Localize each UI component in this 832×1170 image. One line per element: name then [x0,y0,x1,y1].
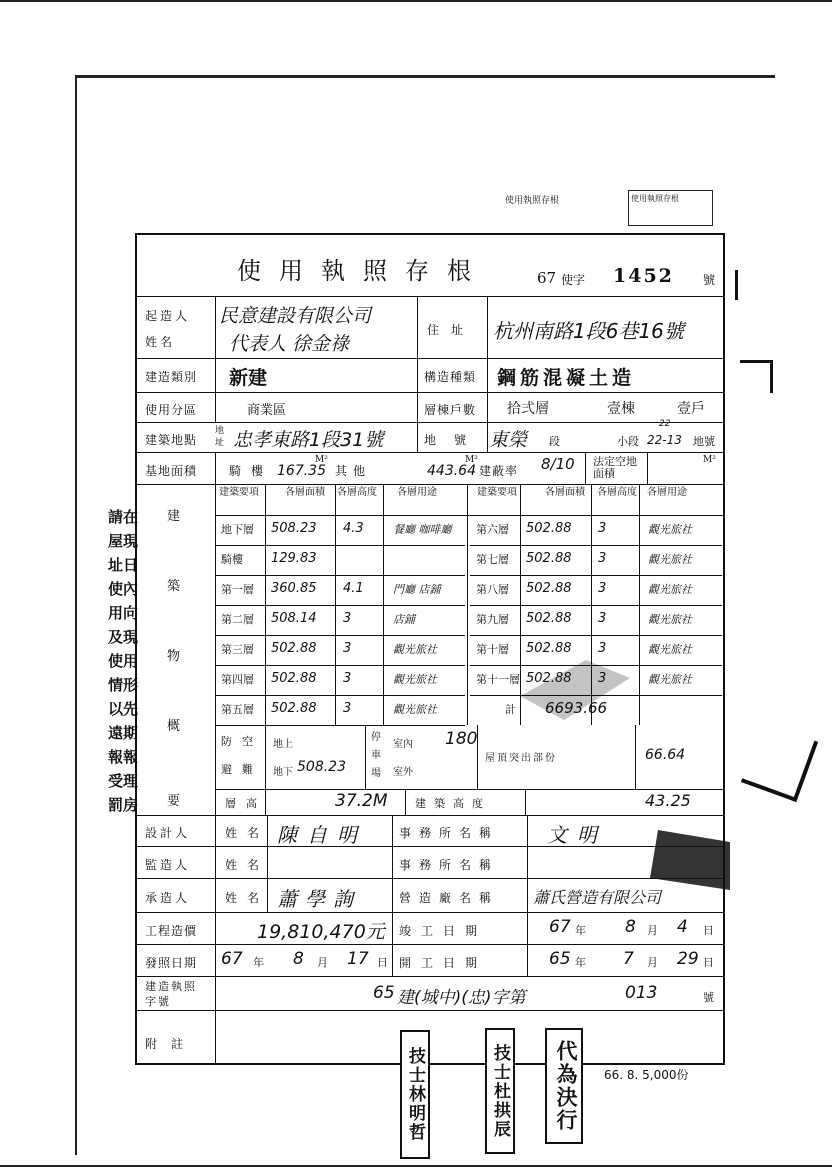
shelter-below-value: 508.23 [297,759,346,775]
builder-company: 民意建設有限公司 [219,305,372,327]
side-note [108,505,140,825]
designer-row [137,815,723,847]
right-floor-area: 502.88 [526,671,572,686]
license-suffix: 號 [703,273,716,287]
header-use-left: 各層用途 [397,487,437,498]
header-height-right: 各層高度 [597,487,637,498]
start-year: 65 [549,949,571,969]
right-floor-use: 觀光旅社 [648,523,692,536]
zoning-value: 商業區 [247,403,287,418]
zoning-row [137,393,723,423]
supervisor-row [137,847,723,879]
site-sub-label: 地址 [215,426,225,448]
permit-row [137,977,723,1011]
left-floor-use: 門廳 店鋪 [393,583,441,596]
left-floor-name: 騎樓 [221,553,243,566]
permit-label: 建造執照 字號 [145,980,197,1008]
completion-day: 4 [677,917,688,937]
left-floor-area: 502.88 [271,701,317,716]
left-floor-use: 店鋪 [393,613,415,626]
ratio-value: 8/10 [541,455,575,473]
category-label: 建造類別 [145,370,198,384]
left-floor-height: 3 [343,671,352,686]
right-floor-use: 觀光旅社 [648,673,692,686]
license-year: 67 [537,269,557,287]
area-label: 基地面積 [145,464,198,478]
parking-outdoor-label: 室外 [393,767,413,778]
section-name: 東榮 [489,429,528,451]
permit-text: 建(城中)(忠)字第 [397,988,526,1008]
shelter-row [215,725,723,815]
builder-name-label: 姓名 [145,335,176,349]
stamp-authorized: 代為決行 [545,1028,583,1144]
side-note-line: 遠期 [108,724,139,742]
contractor-firm: 蕭氏營造有限公司 [533,888,662,907]
lot-suffix: 地號 [693,435,715,448]
subsection-no: 22 [659,419,671,429]
start-day: 29 [677,949,699,969]
lot-label: 地號 [424,433,485,447]
structure-label: 構造種類 [424,370,477,384]
left-floor-name: 第四層 [221,673,254,686]
completion-year: 67 [549,917,571,937]
side-note-line: 報報 [108,748,139,766]
left-floor-name: 第三層 [221,643,254,656]
folder-edge-top [75,75,775,78]
stamp-technician-du: 技士杜拱辰 [485,1028,515,1154]
issue-month: 8 [293,949,304,969]
issue-year: 67 [221,949,243,969]
builder-representative: 代表人 徐金祿 [229,333,350,355]
header-use-right: 各層用途 [647,487,687,498]
license-number: 1452 [613,265,674,287]
left-floor-use: 觀光旅社 [393,643,437,656]
left-floor-height: 4.1 [343,581,364,596]
contractor-name-label: 姓名 [225,891,270,905]
building-summary [137,485,723,816]
top-border-line [0,0,832,2]
right-floor-area: 502.88 [526,581,572,596]
floors-count: 拾弍層 [507,401,549,417]
builder-row [137,297,723,359]
section-suffix: 段 [549,435,560,448]
right-floor-name: 第八層 [476,583,509,596]
right-floor-height: 3 [598,521,607,536]
right-margin-mark-3 [741,722,818,802]
summary-header [215,485,723,516]
zoning-label: 使用分區 [145,403,198,417]
roof-label: 屋頂突出部份 [485,753,557,764]
right-floor-height: 3 [598,581,607,596]
left-floor-height: 4.3 [343,521,364,536]
shelter-label-1: 防空 [221,735,263,748]
left-floor-area: 502.88 [271,641,317,656]
address-label: 住址 [427,323,476,337]
height-value: 37.2M [335,791,388,811]
header-height-left: 各層高度 [337,487,377,498]
contractor-firm-label: 營造廠名稱 [399,891,500,905]
right-floor-height: 3 [598,551,607,566]
subsection-suffix: 小段 [617,435,639,448]
contractor-name: 蕭學詢 [277,887,361,911]
contractor-label: 承造人 [145,891,191,905]
print-info: 66. 8. 5,000份 [604,1068,689,1082]
side-note-line: 以先 [108,700,139,718]
right-floor-height: 3 [598,611,607,626]
side-note-line: 及現 [108,628,139,646]
right-floor-name: 第九層 [476,613,509,626]
right-floor-use: 觀光旅社 [648,643,692,656]
right-floor-area: 502.88 [526,551,572,566]
form-title: 使用執照存根 [237,257,489,285]
supervisor-label: 監造人 [145,858,191,872]
right-floor-area: 502.88 [526,521,572,536]
designer-name-label: 姓名 [225,826,270,840]
left-floor-area: 508.23 [271,521,317,536]
other-unit: M² [465,455,478,465]
start-label: 開工日期 [399,956,488,970]
unit-count: 壹戶 [677,401,705,417]
cost-value: 19,810,470元 [257,921,385,943]
left-floor-height: 3 [343,641,352,656]
completion-label: 竣工日期 [399,924,488,938]
cost-label: 工程造價 [145,924,198,938]
left-floor-area: 129.83 [271,551,317,566]
shelter-label-2: 避難 [221,763,263,776]
right-floor-height: 3 [598,641,607,656]
right-floor-use: 觀光旅社 [648,553,692,566]
height-label: 層高 [225,797,267,810]
right-floor-area: 502.88 [526,611,572,626]
right-floor-area: 502.88 [526,641,572,656]
other-label: 其他 [335,464,372,478]
permit-year: 65 [373,983,395,1003]
side-note-line: 請在 [108,508,139,526]
top-stamp-right: 使用執照存根 [628,190,713,226]
completion-month: 8 [625,917,636,937]
structure-value: 鋼筋混凝土造 [497,367,636,389]
folder-edge-left [75,75,77,1155]
site-label: 建築地點 [145,433,198,447]
side-note-line: 址日 [108,556,139,574]
building-height-label: 建築高度 [415,797,491,810]
shelter-above-label: 地上 [273,739,293,750]
header-area-left: 各層面積 [285,487,325,498]
side-note-line: 罰房 [108,796,139,814]
note-row [137,1011,723,1065]
parking-label: 停車場 [371,732,381,779]
left-floor-use: 觀光旅社 [393,703,437,716]
right-margin-mark [735,270,778,300]
site-address: 忠孝東路1段31號 [233,429,384,451]
stamp-technician-lin: 技士林明哲 [400,1030,430,1159]
builder-label: 起造人 [145,309,191,323]
supervisor-name-label: 姓名 [225,858,270,872]
category-value: 新建 [229,367,268,389]
category-row [137,359,723,393]
permit-number: 013 [625,983,658,1003]
right-floor-name: 第十一層 [476,673,520,686]
header-item-left: 建築要項 [219,487,259,498]
floors-grid [215,515,723,725]
total-label: 計 [505,703,516,716]
designer-firm-label: 事務所名稱 [399,826,500,840]
total-value: 6693.66 [545,699,608,717]
license-form [135,233,725,1065]
permit-suffix: 號 [703,991,714,1004]
building-height-value: 43.25 [645,791,691,810]
unused-area-label: 法定空地面積 [593,455,637,480]
unused-unit: M² [703,455,716,465]
summary-side-label: 建 築 物 概 要 [167,509,181,809]
left-floor-name: 第一層 [221,583,254,596]
builder-address: 杭州南路1段6巷16號 [493,319,684,343]
side-note-line: 用向 [108,604,139,622]
other-area: 443.64 [427,463,476,479]
top-stamp-left: 使用執照存根 [505,196,560,206]
right-floor-height: 3 [598,671,607,686]
roof-value: 66.64 [645,747,686,763]
lot-number: 22-13 [647,433,682,447]
parking-indoor-value: 180 [445,729,478,749]
arcade-area: 167.35 [277,463,326,479]
right-floor-name: 第六層 [476,523,509,536]
title-row [137,235,723,297]
left-floor-height: 3 [343,701,352,716]
side-note-line: 屋現 [108,532,139,550]
left-floor-area: 508.14 [271,611,317,626]
left-floor-height: 3 [343,611,352,626]
bottom-border-line [0,1165,832,1167]
left-floor-name: 地下層 [221,523,254,536]
right-floor-name: 第十層 [476,643,509,656]
supervisor-firm-label: 事務所名稱 [399,858,500,872]
arcade-label: 騎樓 [229,464,274,478]
right-margin-mark-2 [740,360,773,393]
right-floor-use: 觀光旅社 [648,583,692,596]
right-floor-name: 第七層 [476,553,509,566]
left-floor-area: 502.88 [271,671,317,686]
side-note-line: 情形 [108,676,139,694]
right-floor-use: 觀光旅社 [648,613,692,626]
area-row [137,453,723,485]
start-month: 7 [623,949,634,969]
designer-firm: 文明 [547,823,607,847]
issue-day: 17 [347,949,369,969]
ratio-label: 建蔽率 [479,464,519,478]
designer-label: 設計人 [145,826,191,840]
cost-row: 工程造價 19,810,470元 竣工日期 67 年 8 月 4 日 [137,913,723,945]
designer-name: 陳自明 [277,823,367,847]
floors-label: 層棟戶數 [424,403,477,417]
building-count: 壹棟 [607,401,635,417]
license-word: 使字 [561,273,586,287]
note-label: 附註 [145,1037,198,1051]
issue-label: 發照日期 [145,956,198,970]
left-floor-use: 餐廳 咖啡廳 [393,523,452,536]
shelter-below-label: 地下 [273,767,293,778]
side-note-line: 使用 [108,652,139,670]
left-floor-name: 第五層 [221,703,254,716]
side-note-line: 受理 [108,772,139,790]
side-note-line: 使內 [108,580,139,598]
header-item-right: 建築要項 [477,487,517,498]
arcade-unit: M² [315,455,328,465]
issue-row: 發照日期 67 年 8 月 17 日 開工日期 65 年 7 月 29 日 [137,945,723,977]
header-area-right: 各層面積 [545,487,585,498]
left-floor-name: 第二層 [221,613,254,626]
contractor-row [137,879,723,913]
parking-indoor-label: 室內 [393,739,413,750]
left-floor-use: 觀光旅社 [393,673,437,686]
site-row [137,419,723,453]
left-floor-area: 360.85 [271,581,317,596]
